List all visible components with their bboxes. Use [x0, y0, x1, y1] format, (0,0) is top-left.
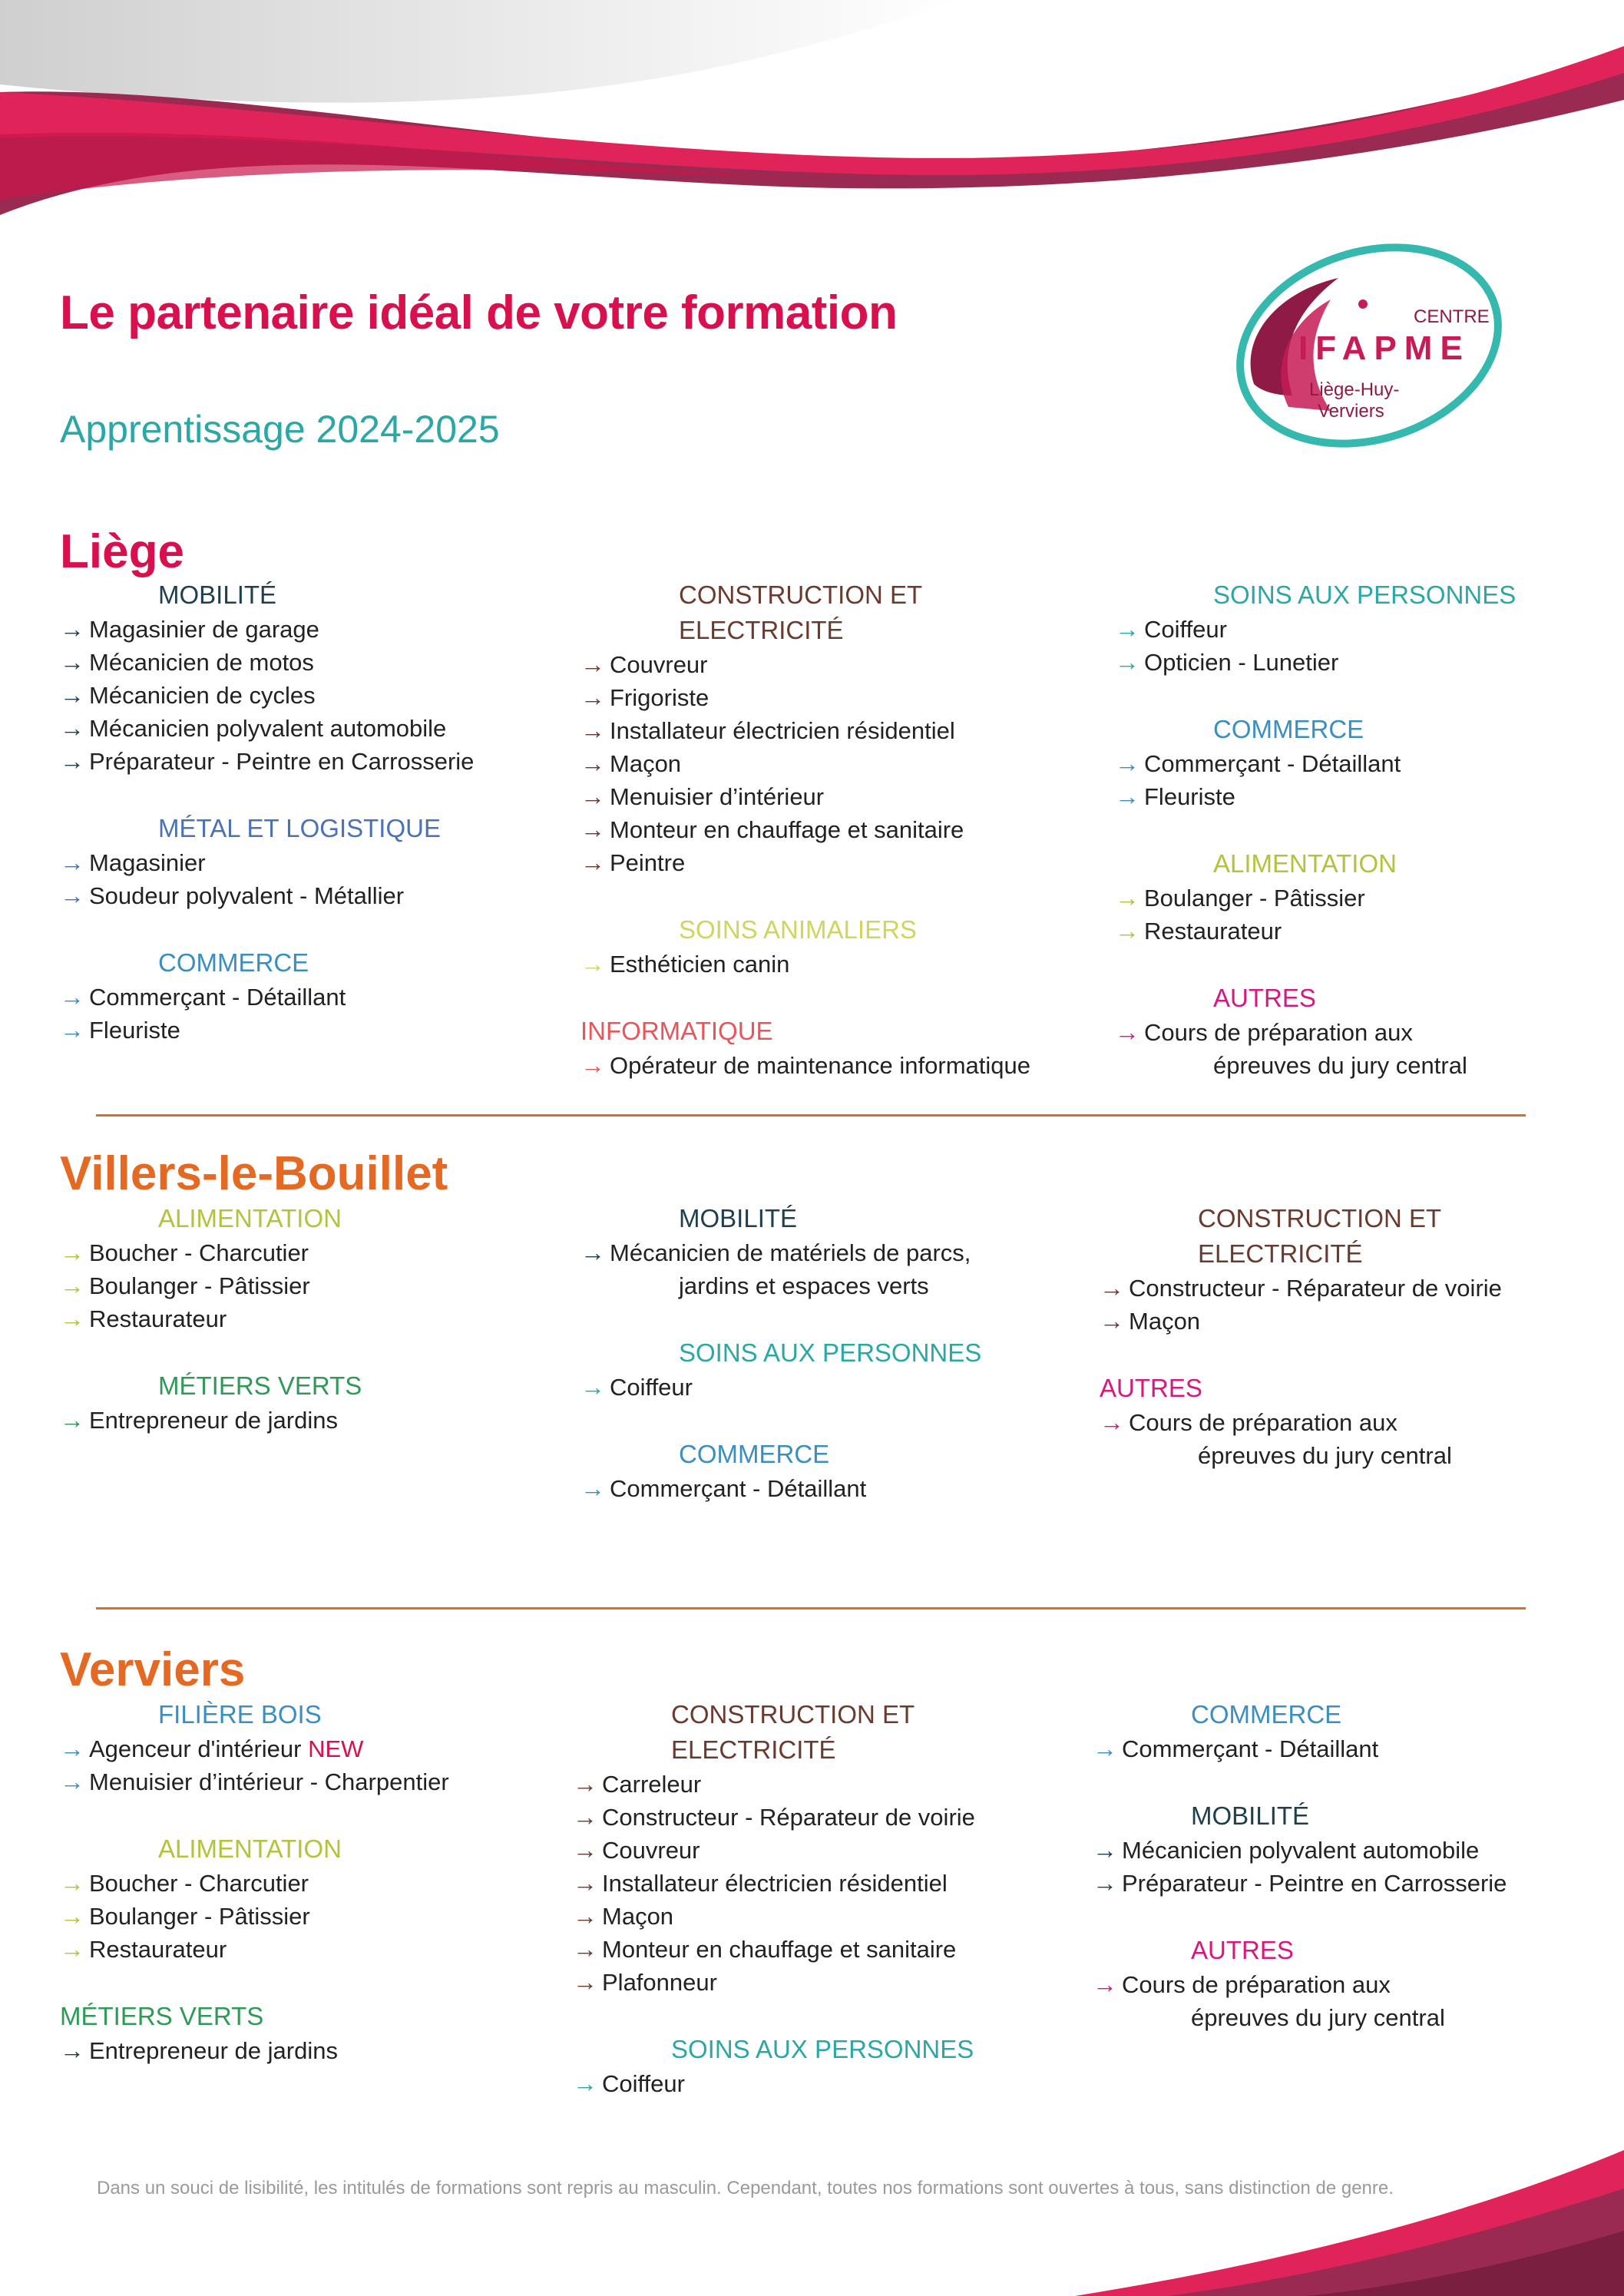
city-heading-verviers: Verviers — [60, 1643, 246, 1696]
page-title: Le partenaire idéal de votre formation — [60, 286, 898, 339]
arrow-right-icon: → — [580, 950, 605, 978]
list-item: → Maçon — [573, 1900, 975, 1933]
list-item: → Mécanicien polyvalent automobile — [60, 712, 474, 745]
arrow-right-icon: → — [60, 1768, 84, 1795]
arrow-right-icon: → — [573, 1968, 597, 1996]
list-item: → Mécanicien de motos — [60, 646, 474, 679]
list-item: → Esthéticien canin — [580, 948, 1030, 981]
list-item: → Couvreur — [573, 1834, 975, 1867]
arrow-right-icon: → — [573, 1869, 597, 1897]
list-item: → Restaurateur — [60, 1302, 362, 1335]
list-item: → Maçon — [1100, 1305, 1502, 1338]
arrow-right-icon: → — [1093, 1836, 1117, 1864]
list-item: → Monteur en chauffage et sanitaire — [580, 813, 1030, 846]
category-mobilite: MOBILITÉ — [1191, 1801, 1310, 1830]
list-item: → Opticien - Lunetier — [1115, 646, 1516, 679]
list-item: → Menuisier d’intérieur - Charpentier — [60, 1765, 449, 1798]
arrow-right-icon: → — [1115, 782, 1139, 810]
bottom-wave-banner — [1075, 2135, 1624, 2296]
list-item: → Installateur électricien résidentiel — [573, 1867, 975, 1900]
category-construction-line2: ELECTRICITÉ — [1198, 1239, 1363, 1268]
list-item: → Peintre — [580, 846, 1030, 879]
list-item: → Boulanger - Pâtissier — [1115, 882, 1516, 915]
list-item: → Préparateur - Peintre en Carrosserie — [60, 745, 474, 778]
arrow-right-icon: → — [580, 782, 605, 810]
arrow-right-icon: → — [60, 882, 84, 909]
arrow-right-icon: → — [580, 1373, 605, 1401]
category-alimentation: ALIMENTATION — [158, 1834, 342, 1863]
category-construction-line1: CONSTRUCTION ET — [1198, 1204, 1442, 1232]
list-item: → Magasinier de garage — [60, 613, 474, 646]
category-commerce: COMMERCE — [1213, 715, 1364, 743]
arrow-right-icon: → — [60, 983, 84, 1011]
category-metiers-verts: MÉTIERS VERTS — [60, 2002, 264, 2030]
liege-column-2 — [580, 577, 1030, 1082]
list-item: → Boulanger - Pâtissier — [60, 1900, 449, 1933]
arrow-right-icon: → — [580, 1239, 605, 1266]
list-item: → Cours de préparation aux épreuves du jury central — [1115, 1016, 1516, 1082]
arrow-right-icon: → — [60, 849, 84, 876]
arrow-right-icon: → — [60, 681, 84, 709]
arrow-right-icon: → — [1100, 1408, 1124, 1436]
arrow-right-icon: → — [1115, 648, 1139, 676]
arrow-right-icon: → — [573, 1935, 597, 1963]
category-commerce: COMMERCE — [158, 948, 309, 977]
category-soins-personnes: SOINS AUX PERSONNES — [671, 2035, 974, 2063]
list-item: → Restaurateur — [60, 1933, 449, 1966]
villers-column-3 — [1100, 1201, 1502, 1472]
liege-column-3 — [1115, 577, 1516, 1082]
list-item: → Constructeur - Réparateur de voirie — [573, 1801, 975, 1834]
list-item: → Soudeur polyvalent - Métallier — [60, 879, 474, 912]
category-filiere-bois: FILIÈRE BOIS — [158, 1700, 322, 1729]
arrow-right-icon: → — [580, 1051, 605, 1079]
list-item: → Agenceur d'intérieur NEW — [60, 1732, 449, 1765]
liege-column-1 — [60, 577, 474, 1047]
category-metal-logistique: MÉTAL ET LOGISTIQUE — [158, 814, 441, 842]
arrow-right-icon: → — [1115, 615, 1139, 643]
villers-column-1 — [60, 1201, 362, 1437]
list-item: → Fleuriste — [1115, 780, 1516, 813]
arrow-right-icon: → — [1115, 917, 1139, 945]
arrow-right-icon: → — [573, 1836, 597, 1864]
verviers-column-2 — [573, 1697, 975, 2100]
category-soins-animaliers: SOINS ANIMALIERS — [679, 915, 917, 944]
arrow-right-icon: → — [580, 816, 605, 843]
list-item: → Couvreur — [580, 648, 1030, 681]
arrow-right-icon: → — [573, 1770, 597, 1798]
arrow-right-icon: → — [573, 2069, 597, 2097]
category-mobilite: MOBILITÉ — [158, 581, 277, 609]
arrow-right-icon: → — [1100, 1307, 1124, 1335]
list-item: → Fleuriste — [60, 1014, 474, 1047]
list-item: → Menuisier d’intérieur — [580, 780, 1030, 813]
list-item: → Coiffeur — [1115, 613, 1516, 646]
list-item: → Cours de préparation aux épreuves du jury central — [1100, 1406, 1502, 1472]
category-construction-line1: CONSTRUCTION ET — [679, 581, 923, 609]
list-item: → Magasinier — [60, 846, 474, 879]
arrow-right-icon: → — [580, 849, 605, 876]
arrow-right-icon: → — [1100, 1274, 1124, 1302]
ifapme-logo — [1223, 230, 1515, 453]
category-alimentation: ALIMENTATION — [158, 1204, 342, 1232]
list-item: → Coiffeur — [580, 1371, 981, 1404]
list-item: → Installateur électricien résidentiel — [580, 714, 1030, 747]
list-item: → Préparateur - Peintre en Carrosserie — [1093, 1867, 1507, 1900]
arrow-right-icon: → — [60, 1935, 84, 1963]
list-item: → Plafonneur — [573, 1966, 975, 1999]
list-item: → Boucher - Charcutier — [60, 1236, 362, 1269]
logo-location-line2: Verviers — [1318, 401, 1384, 422]
city-heading-liege: Liège — [60, 525, 184, 578]
category-soins-personnes: SOINS AUX PERSONNES — [1213, 581, 1517, 609]
list-item: → Cours de préparation aux épreuves du jury central — [1093, 1968, 1507, 2034]
arrow-right-icon: → — [1093, 1869, 1117, 1897]
arrow-right-icon: → — [60, 1305, 84, 1332]
arrow-right-icon: → — [60, 648, 84, 676]
top-wave-banner — [0, 0, 1624, 230]
arrow-right-icon: → — [1093, 1970, 1117, 1998]
arrow-right-icon: → — [60, 1272, 84, 1299]
arrow-right-icon: → — [60, 747, 84, 775]
verviers-column-3 — [1093, 1697, 1507, 2034]
logo-brand-text: IFAPME — [1298, 329, 1470, 367]
list-item: → Restaurateur — [1115, 915, 1516, 948]
arrow-right-icon: → — [580, 749, 605, 777]
arrow-right-icon: → — [60, 615, 84, 643]
new-badge: NEW — [308, 1735, 364, 1762]
page-subtitle: Apprentissage 2024-2025 — [60, 408, 500, 451]
logo-centre-text: CENTRE — [1414, 306, 1490, 327]
list-item: → Coiffeur — [573, 2067, 975, 2100]
category-commerce: COMMERCE — [679, 1440, 830, 1468]
arrow-right-icon: → — [1115, 884, 1139, 911]
list-item: → Constructeur - Réparateur de voirie — [1100, 1272, 1502, 1305]
arrow-right-icon: → — [60, 1406, 84, 1434]
footnote: Dans un souci de lisibilité, les intitulés de formations sont repris au masculin. Cependant, toutes nos formations sont ouvertes à tous, sans distinction de genre. — [97, 2178, 1394, 2198]
arrow-right-icon: → — [1093, 1735, 1117, 1762]
category-soins-personnes: SOINS AUX PERSONNES — [679, 1338, 982, 1367]
category-metiers-verts: MÉTIERS VERTS — [158, 1371, 362, 1400]
villers-column-2 — [580, 1201, 981, 1505]
list-item: → Boucher - Charcutier — [60, 1867, 449, 1900]
arrow-right-icon: → — [60, 1016, 84, 1044]
category-construction-line2: ELECTRICITÉ — [671, 1735, 836, 1764]
list-item: → Frigoriste — [580, 681, 1030, 714]
arrow-right-icon: → — [1115, 749, 1139, 777]
section-divider — [96, 1114, 1526, 1117]
category-construction-line2: ELECTRICITÉ — [679, 616, 844, 644]
category-commerce: COMMERCE — [1191, 1700, 1342, 1729]
logo-location-line1: Liège-Huy- — [1309, 379, 1400, 400]
city-heading-villers: Villers-le-Bouillet — [60, 1147, 448, 1200]
arrow-right-icon: → — [580, 683, 605, 711]
arrow-right-icon: → — [580, 1474, 605, 1502]
list-item: → Commerçant - Détaillant — [1115, 747, 1516, 780]
arrow-right-icon: → — [580, 716, 605, 744]
list-item: → Monteur en chauffage et sanitaire — [573, 1933, 975, 1966]
arrow-right-icon: → — [1115, 1018, 1139, 1046]
arrow-right-icon: → — [573, 1803, 597, 1831]
arrow-right-icon: → — [580, 650, 605, 678]
list-item: → Mécanicien de cycles — [60, 679, 474, 712]
list-item: → Entrepreneur de jardins — [60, 2034, 449, 2067]
arrow-right-icon: → — [573, 1902, 597, 1930]
category-mobilite: MOBILITÉ — [679, 1204, 798, 1232]
arrow-right-icon: → — [60, 2036, 84, 2064]
category-alimentation: ALIMENTATION — [1213, 849, 1397, 878]
list-item: → Commerçant - Détaillant — [580, 1472, 981, 1505]
list-item: → Mécanicien polyvalent automobile — [1093, 1834, 1507, 1867]
list-item: → Commerçant - Détaillant — [1093, 1732, 1507, 1765]
list-item: → Maçon — [580, 747, 1030, 780]
section-divider — [96, 1607, 1526, 1610]
list-item: → Boulanger - Pâtissier — [60, 1269, 362, 1302]
category-construction-line1: CONSTRUCTION ET — [671, 1700, 915, 1729]
list-item: → Opérateur de maintenance informatique — [580, 1049, 1030, 1082]
category-autres: AUTRES — [1213, 984, 1316, 1012]
category-autres: AUTRES — [1191, 1936, 1294, 1964]
list-item: → Carreleur — [573, 1768, 975, 1801]
list-item: → Commerçant - Détaillant — [60, 981, 474, 1014]
category-informatique: INFORMATIQUE — [580, 1017, 773, 1045]
arrow-right-icon: → — [60, 1735, 84, 1762]
arrow-right-icon: → — [60, 1239, 84, 1266]
arrow-right-icon: → — [60, 714, 84, 742]
arrow-right-icon: → — [60, 1902, 84, 1930]
arrow-right-icon: → — [60, 1869, 84, 1897]
list-item: → Entrepreneur de jardins — [60, 1404, 362, 1437]
list-item: → Mécanicien de matériels de parcs, jardins et espaces verts — [580, 1236, 981, 1302]
verviers-column-1 — [60, 1697, 449, 2067]
category-autres: AUTRES — [1100, 1374, 1202, 1402]
